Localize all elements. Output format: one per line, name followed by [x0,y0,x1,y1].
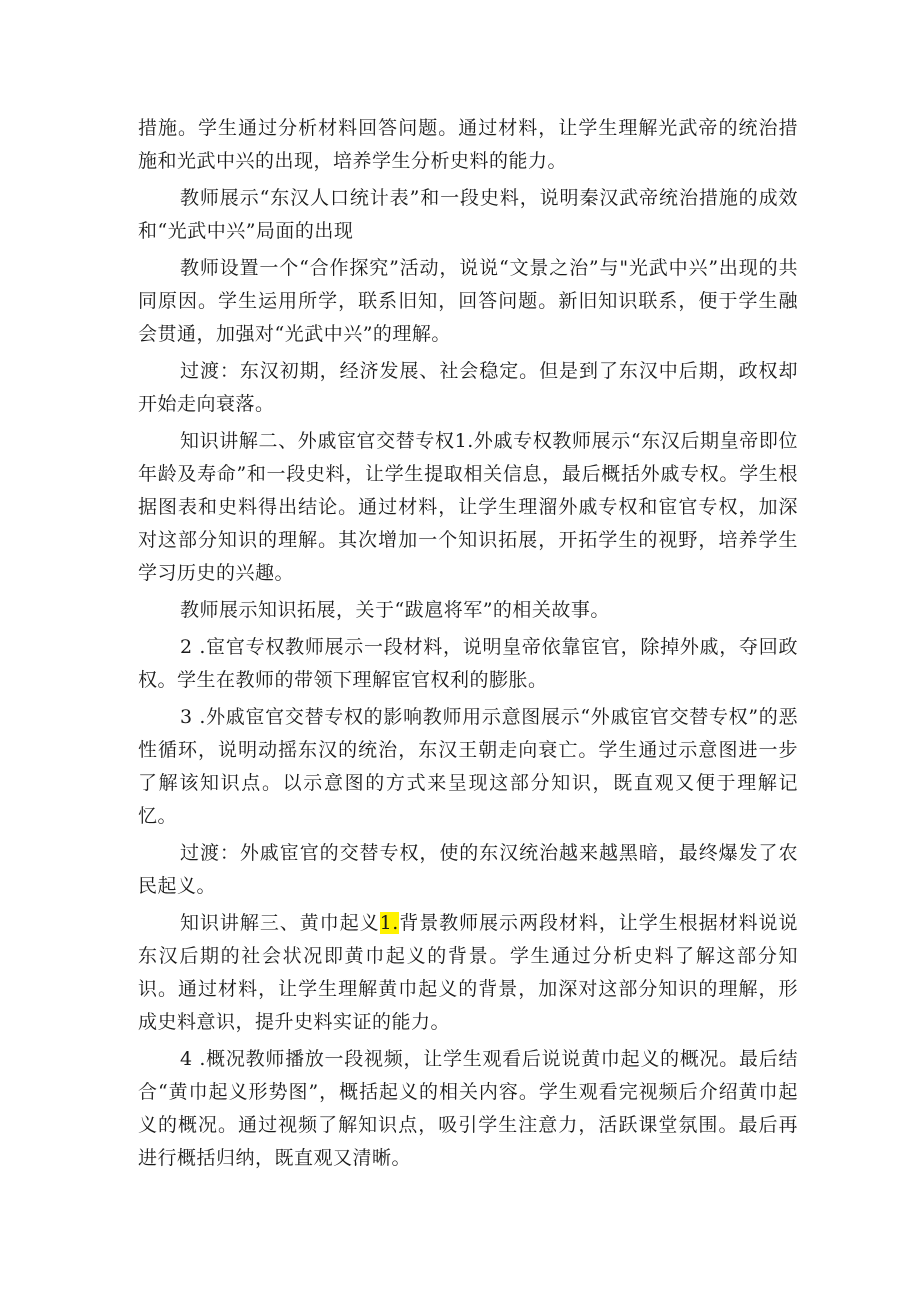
document-body [138,112,798,1179]
paragraph-10-start: 知识讲解三、黄巾起义 [180,912,380,934]
paragraph-1: 措施。学生通过分析材料回答问题。通过材料，让学生理解光武帝的统治措施和光武中兴的出现，培养学生分析史料的能力。 [138,117,798,172]
paragraph-7: 2 .宦官专权教师展示一段材料，说明皇帝依靠宦官，除掉外戚，夺回政权。学生在教师的带领下理解宦官权利的膨胀。 [138,636,798,691]
paragraph-10-rest: 背景教师展示两段材料，让学生根据材料说说东汉后期的社会状况即黄巾起义的背景。学生通过分析史料了解这部分知识。通过材料，让学生理解黄巾起义的背景，加深对这部分知识的理解，形成史料意识，提升史料实证的能力。 [138,912,798,1033]
paragraph-4: 过渡：东汉初期，经济发展、社会稳定。但是到了东汉中后期，政权却开始走向衰落。 [138,360,798,415]
highlighted-number: 1. [379,912,399,934]
paragraph-10 [138,907,798,1039]
paragraph-6: 教师展示知识拓展，关于“跋扈将军”的相关故事。 [180,599,610,621]
paragraph-8: 3 .外戚宦官交替专权的影响教师用示意图展示“外戚宦官交替专权”的恶性循环，说明动摇东汉的统治，东汉王朝走向衰亡。学生通过示意图进一步了解该知识点。以示意图的方式来呈现这部分知识，既直观又便于理解记忆。 [138,706,798,827]
paragraph-11: 4 .概况教师播放一段视频，让学生观看后说说黄巾起义的概况。最后结合“黄巾起义形势图”，概括起义的相关内容。学生观看完视频后介绍黄巾起义的概况。通过视频了解知识点，吸引学生注意力，活跃课堂氛围。最后再进行概括归纳，既直观又清晰。 [138,1048,798,1169]
paragraph-9: 过渡：外戚宦官的交替专权，使的东汉统治越来越黑暗，最终爆发了农民起义。 [138,842,798,897]
paragraph-2: 教师展示“东汉人口统计表”和一段史料，说明秦汉武帝统治措施的成效和“光武中兴”局面的出现 [138,187,798,242]
paragraph-5: 知识讲解二、外戚宦官交替专权1.外戚专权教师展示“东汉后期皇帝即位年龄及寿命”和一段史料，让学生提取相关信息，最后概括外戚专权。学生根据图表和史料得出结论。通过材料，让学生理溜外戚专权和宦官专权，加深对这部分知识的理解。其次增加一个知识拓展，开拓学生的视野，培养学生学习历史的兴趣。 [138,430,798,584]
paragraph-3: 教师设置一个“合作探究”活动，说说“文景之治”与"光武中兴”出现的共同原因。学生运用所学，联系旧知，回答问题。新旧知识联系，便于学生融会贯通，加强对“光武中兴”的理解。 [138,257,798,345]
